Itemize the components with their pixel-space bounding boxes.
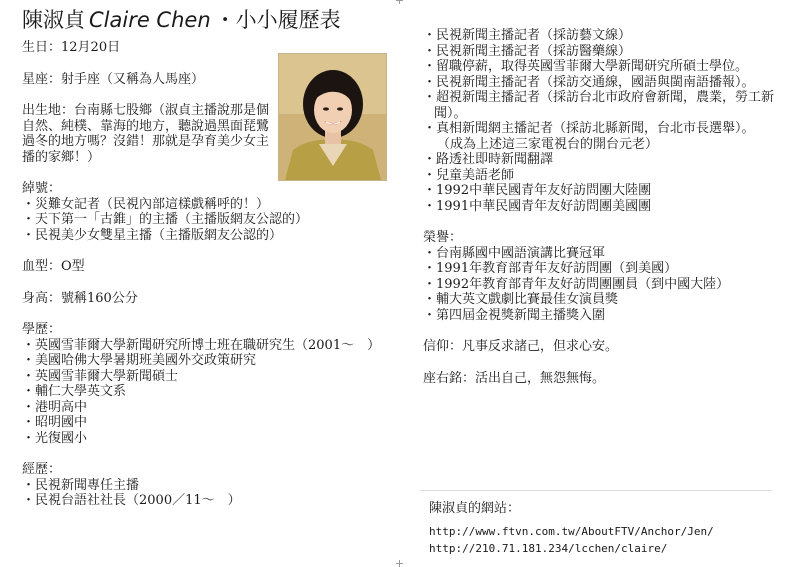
website-section [429, 500, 714, 557]
list-item: ・美國哈佛大學暑期班美國外交政策研究 [22, 353, 257, 368]
birthday: 生日：12月20日 [22, 40, 121, 55]
list-item: ・民視新聞專任主播 [22, 477, 140, 493]
list-item: ・民視美少女雙星主播（主播版網友公認的） [22, 227, 283, 243]
title-en-name: Claire Chen [89, 8, 211, 32]
honors-heading: 榮譽： [423, 230, 463, 245]
zodiac: 星座：射手座（又稱為人馬座） [22, 71, 205, 87]
experience-note: （成為上述這三家電視台的開台元老） [437, 136, 659, 152]
nicknames-heading: 綽號： [22, 181, 62, 196]
belief: 信仰：凡事反求諸己，但求心安。 [423, 339, 619, 354]
education-section [22, 322, 394, 446]
website-link-ftvn[interactable]: http://www.ftvn.com.tw/AboutFTV/Anchor/Jen/ [429, 525, 714, 538]
experience-continued [423, 28, 778, 214]
list-item: ・民視新聞主播記者（採訪交通線，國語與閩南語播報）。 [423, 74, 755, 90]
crop-mark-top [396, 0, 403, 4]
divider [420, 490, 772, 491]
list-item: ・民視台語社社長（2000／11～ ） [22, 493, 241, 508]
list-item: ・輔大英文戲劇比賽最佳女演員獎 [423, 292, 619, 307]
birthplace: 出生地：台南縣七股鄉（淑貞主播說那是個自然、純樸、靠海的地方，聽說過黑面琵鷺過冬的地方嗎？沒錯！那就是孕育美少女主播的家鄉！） [22, 103, 270, 165]
list-item: ・真相新聞網主播記者（採訪北縣新聞，台北市長選舉）。 [423, 121, 755, 136]
title-suffix: ・小小履歷表 [214, 8, 341, 32]
website-link-personal[interactable]: http://210.71.181.234/lcchen/claire/ [429, 542, 668, 555]
honors-section [423, 230, 778, 323]
website-heading: 陳淑貞的網站： [429, 501, 521, 516]
list-item: ・1991年教育部青年友好訪問團（到美國） [423, 261, 678, 276]
list-item: ・路透社即時新聞翻譯 [423, 152, 554, 167]
list-item: ・留職停薪，取得英國雪菲爾大學新聞研究所碩士學位。 [423, 59, 749, 74]
list-item: ・英國雪菲爾大學新聞研究所博士班在職研究生（2001～ ） [22, 337, 381, 353]
motto: 座右銘：活出自己，無怨無悔。 [423, 370, 606, 386]
list-item: ・輔仁大學英文系 [22, 384, 127, 399]
list-item: ・第四屆金視獎新聞主播獎入圍 [423, 307, 606, 323]
blood-type: 血型：O型 [22, 259, 85, 274]
list-item: ・超視新聞主播記者（採訪台北市政府會新聞，農業，勞工新聞）。 [423, 90, 775, 121]
list-item: ・1992年教育部青年友好訪問團團員（到中國大陸） [423, 276, 730, 292]
left-column [22, 40, 394, 509]
education-heading: 學歷： [22, 322, 62, 337]
list-item: ・1992中華民國青年友好訪問團大陸團 [423, 183, 652, 198]
title-cn-name: 陳淑貞 [22, 8, 85, 32]
list-item: ・天下第一「古錐」的主播（主播版網友公認的） [22, 212, 309, 227]
list-item: ・光復國小 [22, 430, 88, 446]
list-item: ・兒童美語老師 [423, 167, 515, 183]
list-item: ・台南縣國中國語演講比賽冠軍 [423, 245, 606, 261]
list-item: ・災難女記者（民視內部這樣戲稱呼的！） [22, 196, 270, 212]
list-item: ・英國雪菲爾大學新聞碩士 [22, 368, 179, 384]
experience-heading: 經歷： [22, 462, 62, 477]
nicknames-section [22, 181, 394, 243]
height: 身高：號稱160公分 [22, 290, 138, 306]
list-item: ・1991中華民國青年友好訪問團美國團 [423, 198, 652, 214]
page-title [22, 4, 341, 34]
list-item: ・民視新聞主播記者（採訪醫藥線） [423, 43, 632, 59]
experience-section [22, 462, 394, 509]
list-item: ・民視新聞主播記者（採訪藝文線） [423, 28, 632, 43]
list-item: ・昭明國中 [22, 415, 88, 430]
right-column [423, 28, 778, 386]
list-item: ・港明高中 [22, 399, 88, 415]
